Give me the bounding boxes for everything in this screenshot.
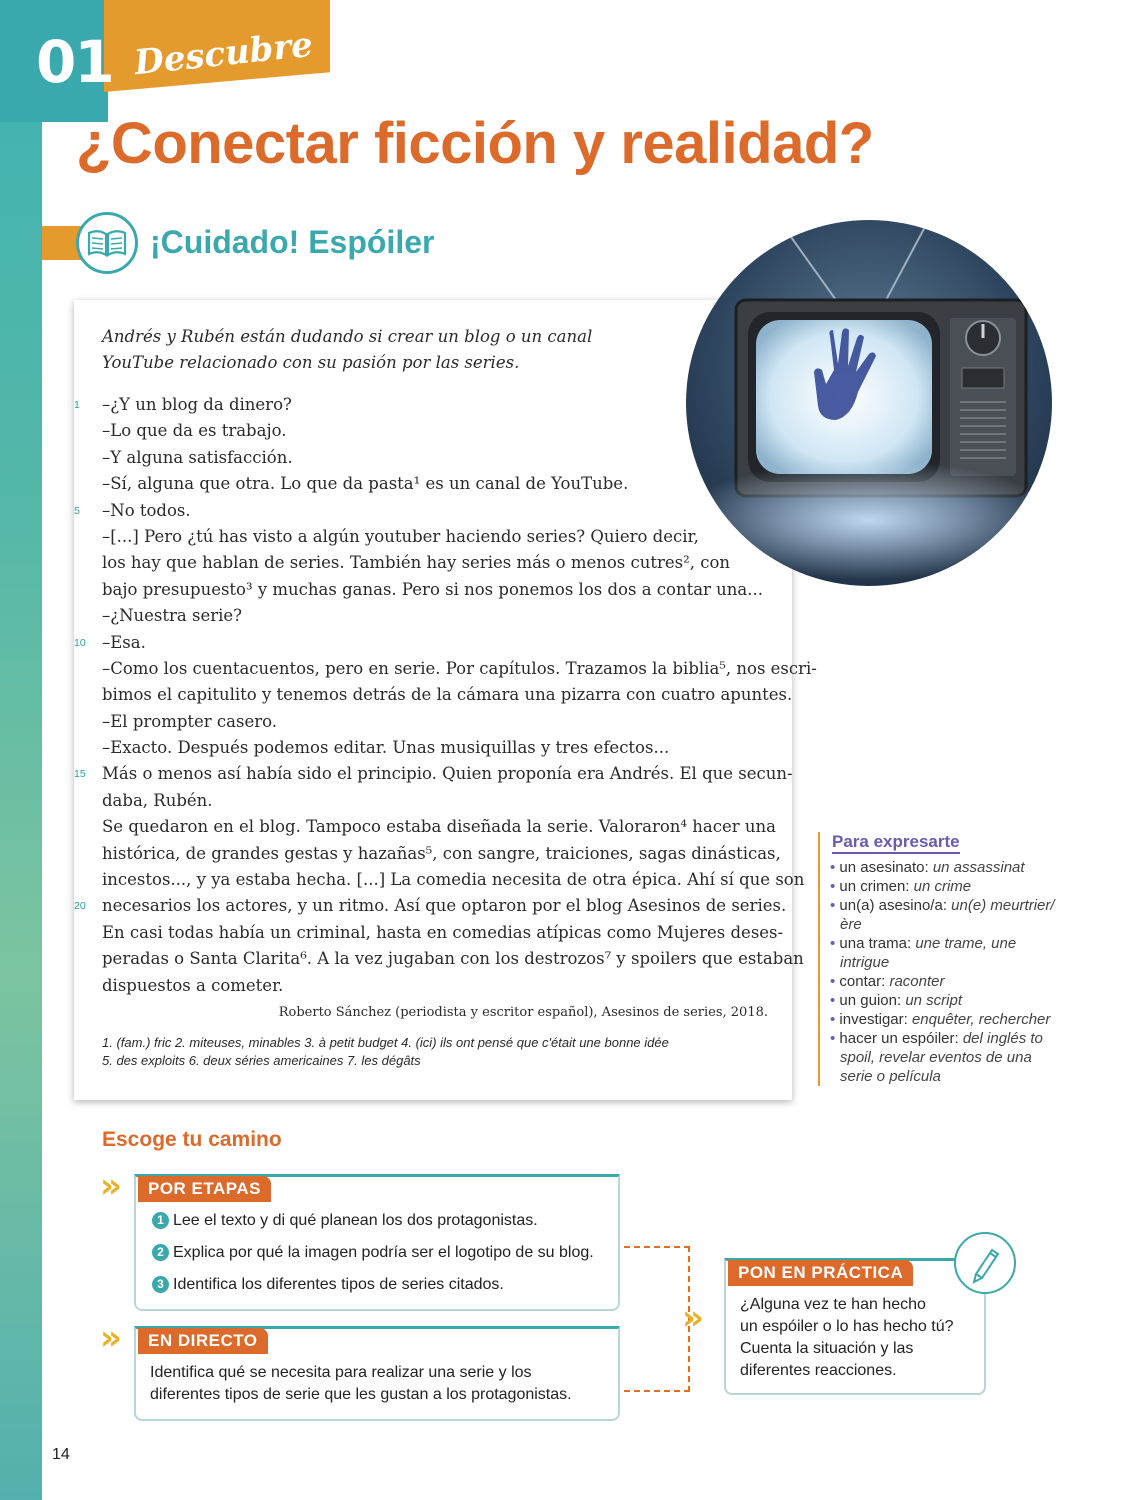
- line-number: 1: [74, 399, 80, 411]
- practica-line: Cuenta la situación y las: [740, 1340, 914, 1357]
- text-line: [102, 920, 784, 946]
- text-line: [102, 471, 768, 497]
- vocab-translation: un script: [905, 992, 963, 1009]
- step-number-badge: 3: [152, 1276, 169, 1293]
- etapas-step: [152, 1212, 538, 1230]
- directo-tab: EN DIRECTO: [138, 1328, 268, 1354]
- side-color-bar: [0, 0, 42, 1500]
- practica-tab: PON EN PRÁCTICA: [728, 1260, 913, 1286]
- etapas-step: [152, 1244, 594, 1262]
- line-text: –No todos.: [102, 500, 191, 520]
- path-title: Escoge tu camino: [102, 1128, 282, 1151]
- practica-line: diferentes reacciones.: [740, 1362, 897, 1379]
- unit-label: Descubre: [132, 24, 315, 84]
- vocab-term: investigar:: [839, 1011, 908, 1028]
- vocab-item: [826, 858, 1066, 877]
- unit-number: 01: [36, 28, 113, 96]
- vocab-list: [826, 858, 1066, 1086]
- step-number-badge: 1: [152, 1212, 169, 1229]
- bullet-icon: •: [830, 935, 840, 952]
- line-text: En casi todas había un criminal, hasta en comedias atípicas como Mujeres deses-: [102, 922, 784, 942]
- directo-text-line: Identifica qué se necesita para realizar una serie y los: [150, 1364, 532, 1381]
- line-text: –Exacto. Después podemos editar. Unas musiquillas y tres efectos...: [102, 738, 670, 758]
- step-number-badge: 2: [152, 1244, 169, 1261]
- text-line: [102, 867, 805, 893]
- vocab-item: [826, 972, 1066, 991]
- text-line: [102, 418, 768, 444]
- text-line: [102, 946, 804, 972]
- step-text: Lee el texto y di qué planean los dos protagonistas.: [173, 1212, 538, 1229]
- double-chevron-icon: »: [100, 1318, 122, 1358]
- directo-text-line: diferentes tipos de serie que les gustan a los protagonistas.: [150, 1386, 572, 1403]
- line-number: 20: [74, 900, 86, 913]
- vocab-term: un asesinato:: [839, 859, 929, 876]
- line-text: –¿Y un blog da dinero?: [102, 395, 292, 414]
- text-line: [102, 735, 768, 761]
- text-credit: Roberto Sánchez (periodista y escritor español), Asesinos de series, 2018.: [278, 1004, 768, 1020]
- etapas-step: [152, 1276, 504, 1294]
- line-text: los hay que hablan de series. También hay series más o menos cutres², con: [102, 553, 731, 573]
- bullet-icon: •: [830, 973, 840, 990]
- line-text: –¿Nuestra serie?: [102, 606, 243, 626]
- pen-icon: [954, 1232, 1016, 1294]
- bullet-icon: •: [830, 992, 840, 1009]
- vocab-term: un(a) asesino/a:: [839, 897, 947, 914]
- book-icon: [76, 212, 138, 274]
- bullet-icon: •: [830, 878, 840, 895]
- vocab-box: [818, 832, 1066, 1086]
- text-line: [102, 577, 768, 603]
- vocab-translation: un(e) meurtrier/ère: [840, 897, 1055, 933]
- footnote-line: 1. (fam.) fric 2. miteuses, minables 3. à petit budget 4. (ici) ils ont pensé que c'était une bonne idée: [102, 1034, 669, 1050]
- vocab-item: [826, 1029, 1066, 1086]
- vocab-item: [826, 934, 1066, 972]
- text-line: [74, 498, 768, 524]
- text-lines: [74, 392, 817, 999]
- practica-line: ¿Alguna vez te han hecho: [740, 1296, 926, 1313]
- line-text: –Esa.: [102, 632, 146, 652]
- line-text: –Lo que da es trabajo.: [102, 421, 287, 441]
- line-text: necesarios los actores, y un ritmo. Así que optaron por el blog Asesinos de series.: [102, 896, 787, 916]
- bullet-icon: •: [830, 897, 840, 914]
- practica-line: un espóiler o lo has hecho tú?: [740, 1318, 954, 1335]
- vocab-item: [826, 991, 1066, 1010]
- vocab-term: hacer un espóiler:: [839, 1030, 959, 1047]
- text-line: [102, 445, 768, 471]
- text-line: [102, 550, 768, 576]
- text-intro: Andrés y Rubén están dudando si crear un blog o un canal YouTube relacionado con su pasión por las series.: [102, 327, 593, 372]
- line-number: 15: [74, 768, 86, 781]
- line-text: –Como los cuentacuentos, pero en serie. Por capítulos. Trazamos la biblia⁵, nos escri-: [102, 658, 817, 678]
- vocab-term: un crimen:: [839, 878, 910, 895]
- vocab-item: [826, 877, 1066, 896]
- line-text: histórica, de grandes gestas y hazañas⁵, con sangre, traiciones, sagas dinásticas,: [102, 843, 781, 863]
- text-line: [102, 682, 793, 708]
- vocab-translation: un crime: [913, 878, 972, 895]
- vocab-translation: raconter: [889, 973, 945, 990]
- line-number: 5: [74, 504, 80, 517]
- vocab-translation: enquêter, rechercher: [911, 1011, 1051, 1028]
- line-text: incestos..., y ya estaba hecha. [...] La comedia necesita de otra épica. Ahí sí que son: [102, 870, 805, 890]
- line-text: bimos el capitulito y tenemos detrás de la cámara una pizarra con cuatro apuntes.: [102, 685, 793, 705]
- footnote-line: 5. des exploits 6. deux séries americaines 7. les dégâts: [102, 1052, 421, 1068]
- text-line: [102, 973, 768, 999]
- text-line: [102, 841, 781, 867]
- line-text: –[...] Pero ¿tú has visto a algún youtuber haciendo series? Quiero decir,: [102, 526, 699, 546]
- line-text: –El prompter casero.: [102, 711, 278, 731]
- line-text: daba, Rubén.: [102, 790, 213, 810]
- double-chevron-icon: »: [682, 1298, 704, 1338]
- dashed-connector: [624, 1246, 690, 1392]
- line-text: bajo presupuesto³ y muchas ganas. Pero si nos ponemos los dos a contar una...: [102, 579, 763, 599]
- text-line: [102, 709, 768, 735]
- step-text: Explica por qué la imagen podría ser el logotipo de su blog.: [173, 1244, 594, 1261]
- bullet-icon: •: [830, 1011, 840, 1028]
- line-text: dispuestos a cometer.: [102, 975, 284, 995]
- double-chevron-icon: »: [100, 1166, 122, 1206]
- footnotes: [102, 1034, 768, 1070]
- vocab-term: un guion:: [839, 992, 902, 1009]
- line-text: –Sí, alguna que otra. Lo que da pasta¹ es un canal de YouTube.: [102, 474, 629, 494]
- page-title: ¿Conectar ficción y realidad?: [76, 111, 874, 176]
- vocab-item: [826, 896, 1066, 934]
- text-line: [74, 630, 768, 656]
- vocab-translation: un assassinat: [932, 859, 1025, 876]
- text-line: [102, 814, 776, 840]
- text-line: [74, 761, 793, 787]
- line-number: 10: [74, 636, 86, 649]
- text-line: [102, 788, 768, 814]
- vocab-translation: une trame, une intrigue: [840, 935, 1017, 971]
- text-line: [102, 524, 768, 550]
- text-line: [102, 603, 768, 629]
- line-text: peradas o Santa Clarita⁶. A la vez jugaban con los destrozos⁷ y spoilers que estaban: [102, 949, 804, 969]
- step-text: Identifica los diferentes tipos de series citados.: [173, 1276, 504, 1293]
- text-line: [74, 893, 787, 919]
- text-line: [74, 392, 768, 418]
- reading-text: [74, 324, 817, 1070]
- line-text: Más o menos así había sido el principio. Quien proponía era Andrés. El que secun-: [102, 764, 793, 784]
- text-line: [102, 656, 817, 682]
- vocab-translation: del inglés to spoil, revelar eventos de una serie o película: [840, 1030, 1043, 1085]
- etapas-tab: POR ETAPAS: [138, 1176, 271, 1202]
- page-number: 14: [52, 1446, 70, 1463]
- vocab-title: Para expresarte: [832, 832, 960, 854]
- vocab-term: una trama:: [839, 935, 912, 952]
- bullet-icon: •: [830, 1030, 840, 1047]
- vocab-item: [826, 1010, 1066, 1029]
- vocab-term: contar:: [839, 973, 886, 990]
- section-title: ¡Cuidado! Espóiler: [150, 224, 435, 260]
- line-text: –Y alguna satisfacción.: [102, 447, 293, 467]
- line-text: Se quedaron en el blog. Tampoco estaba diseñada la serie. Valoraron⁴ hacer una: [102, 817, 776, 837]
- bullet-icon: •: [830, 859, 840, 876]
